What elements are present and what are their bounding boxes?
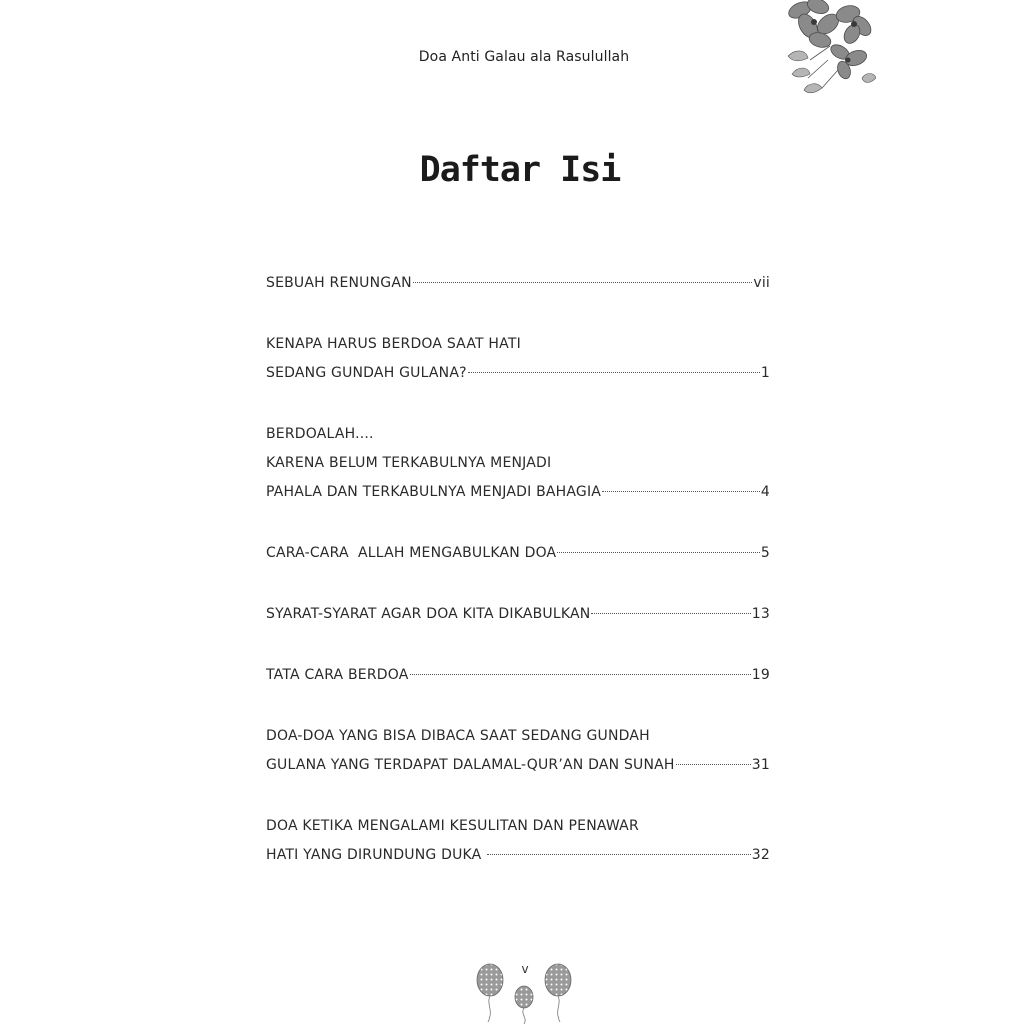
toc-line — [266, 751, 770, 780]
toc-entry-title: KARENA BELUM TERKABULNYA MENJADI — [266, 455, 552, 471]
toc-line — [266, 330, 770, 359]
running-header: Doa Anti Galau ala Rasulullah — [418, 49, 630, 65]
leader-dots — [413, 282, 753, 283]
toc-line — [266, 661, 770, 690]
leader-dots — [602, 491, 760, 492]
toc-line — [266, 420, 770, 449]
toc-page-number: 32 — [751, 847, 770, 863]
toc-entry[interactable] — [266, 420, 770, 507]
toc-line — [266, 539, 770, 568]
toc-entry-title: DOA KETIKA MENGALAMI KESULITAN DAN PENAWAR — [266, 818, 639, 834]
toc-entry[interactable] — [266, 600, 770, 629]
leader-dots — [591, 613, 750, 614]
table-of-contents — [266, 269, 770, 902]
toc-line — [266, 600, 770, 629]
toc-line — [266, 841, 770, 870]
toc-page-number: 13 — [751, 606, 770, 622]
toc-entry-title: DOA-DOA YANG BISA DIBACA SAAT SEDANG GUNDAH — [266, 728, 650, 744]
toc-entry-title: SEBUAH RENUNGAN — [266, 275, 412, 291]
toc-entry[interactable] — [266, 330, 770, 388]
toc-entry-title: BERDOALAH.... — [266, 426, 374, 442]
toc-page-number: 5 — [760, 545, 770, 561]
toc-line — [266, 359, 770, 388]
toc-entry-title: PAHALA DAN TERKABULNYA MENJADI BAHAGIA — [266, 484, 602, 500]
toc-page-number: 19 — [751, 667, 770, 683]
toc-page-number: 31 — [751, 757, 770, 773]
toc-entry[interactable] — [266, 812, 770, 870]
toc-entry-title: TATA CARA BERDOA — [266, 667, 409, 683]
toc-entry-title: HATI YANG DIRUNDUNG DUKA — [266, 847, 487, 863]
toc-page-number: 1 — [760, 365, 770, 381]
toc-line — [266, 722, 770, 751]
leader-dots — [410, 674, 751, 675]
toc-line — [266, 449, 770, 478]
page-title: Daftar Isi — [419, 150, 621, 190]
leader-dots — [676, 764, 751, 765]
toc-entry-title: SYARAT-SYARAT AGAR DOA KITA DIKABULKAN — [266, 606, 591, 622]
leader-dots — [487, 854, 751, 855]
toc-page-number: vii — [753, 275, 770, 291]
leader-dots — [557, 552, 760, 553]
toc-entry[interactable] — [266, 269, 770, 298]
toc-entry-title: GULANA YANG TERDAPAT DALAMAL-QUR’AN DAN SUNAH — [266, 757, 675, 773]
toc-line — [266, 478, 770, 507]
toc-entry[interactable] — [266, 539, 770, 568]
page-number: v — [521, 962, 529, 976]
toc-line — [266, 812, 770, 841]
toc-entry-title: SEDANG GUNDAH GULANA? — [266, 365, 467, 381]
floral-ornament-icon — [778, 0, 876, 96]
toc-entry-title: KENAPA HARUS BERDOA SAAT HATI — [266, 336, 521, 352]
toc-line — [266, 269, 770, 298]
toc-entry[interactable] — [266, 722, 770, 780]
toc-page-number: 4 — [760, 484, 770, 500]
toc-entry-title: CARA-CARA ALLAH MENGABULKAN DOA — [266, 545, 557, 561]
toc-entry[interactable] — [266, 661, 770, 690]
leader-dots — [468, 372, 760, 373]
